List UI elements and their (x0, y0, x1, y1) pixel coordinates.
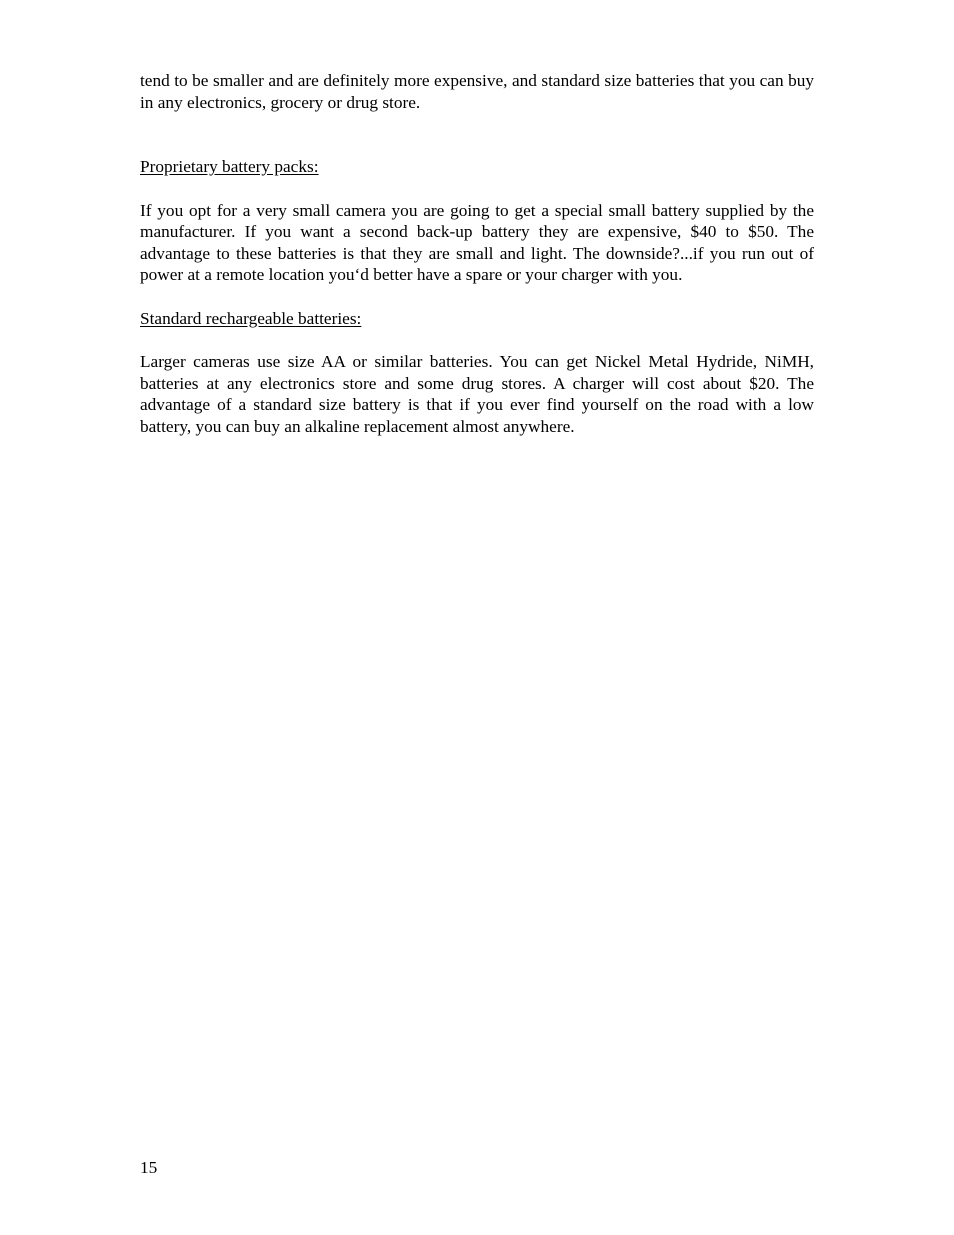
intro-paragraph: tend to be smaller and are definitely more expensive, and standard size batteries that you can buy in any electronics, grocery or drug store. (140, 71, 814, 112)
section-body-proprietary-battery-packs: If you opt for a very small camera you are going to get a special small battery supplied by the manufacturer. If you want a second back-up battery they are expensive, $40 to $50. The advantage to these batteries is that they are small and light. The downside?...if you run out of power at a remote location you‘d better have a spare or your charger with you. (140, 200, 814, 284)
section-body-standard-rechargeable-batteries: Larger cameras use size AA or similar batteries. You can get Nickel Metal Hydride, NiMH, batteries at any electronics store and some drug stores. A charger will cost about $20. The advantage of a standard size battery is that if you ever find yourself on the road with a low battery, you can buy an alkaline replacement almost anywhere. (140, 352, 814, 436)
section-heading-standard-rechargeable-batteries: Standard rechargeable batteries: (140, 308, 362, 328)
page-number: 15 (140, 1158, 158, 1177)
page-content (140, 70, 814, 437)
section-heading-proprietary-battery-packs: Proprietary battery packs: (140, 157, 319, 176)
